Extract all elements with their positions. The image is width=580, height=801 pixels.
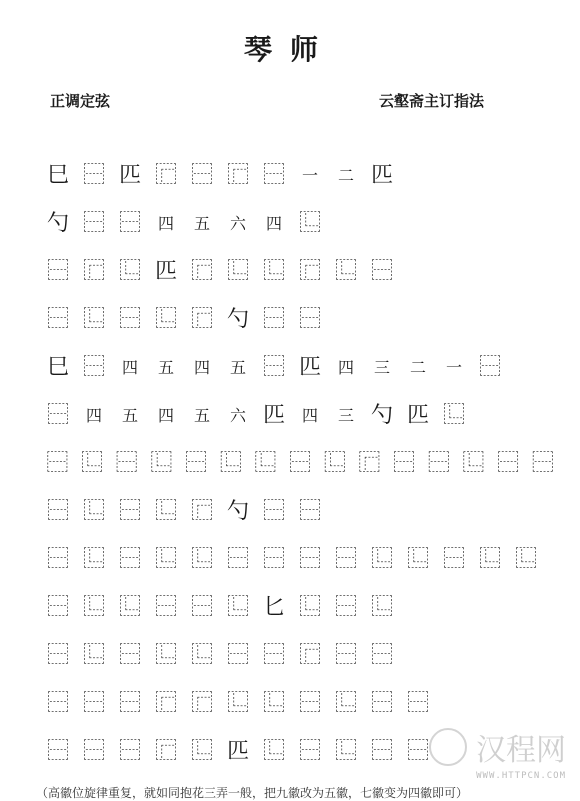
score-glyph: ⿱: [115, 451, 138, 476]
score-glyph: ⿺: [334, 691, 357, 716]
score-glyph: ⿱: [226, 643, 249, 668]
score-row: [40, 680, 560, 728]
score-glyph: 五: [157, 358, 174, 377]
score-glyph: ⿺: [370, 595, 393, 620]
score-glyph: ⿱: [334, 547, 357, 572]
score-glyph: 匹: [226, 739, 249, 764]
score-glyph: ⿱: [298, 739, 321, 764]
score-glyph: 二: [337, 166, 354, 185]
score-glyph: ⿱: [46, 547, 69, 572]
score-glyph: ⿱: [497, 451, 520, 476]
score-glyph: ⿺: [190, 739, 213, 764]
score-glyph: 勺: [226, 307, 249, 332]
score-glyph: ⿺: [82, 643, 105, 668]
score-glyph: ⿱: [118, 307, 141, 332]
score-glyph: 匹: [298, 355, 321, 380]
score-row: [40, 344, 560, 392]
score-glyph: ⿱: [226, 547, 249, 572]
score-glyph: 勺: [226, 499, 249, 524]
score-glyph: ⿱: [393, 451, 416, 476]
score-glyph: 四: [157, 406, 174, 425]
score-glyph: 四: [157, 214, 174, 233]
score-glyph: ⿱: [46, 307, 69, 332]
score-glyph: 四: [121, 358, 138, 377]
score-glyph: ⿱: [118, 643, 141, 668]
score-glyph: ⿱: [298, 691, 321, 716]
score-glyph: 五: [121, 406, 138, 425]
score-glyph: 一: [301, 166, 318, 185]
score-glyph: ⿱: [478, 355, 501, 380]
score-glyph: 匹: [118, 163, 141, 188]
page-title: 琴师: [243, 33, 336, 66]
score-glyph: ⿱: [82, 739, 105, 764]
score-glyph: ⿺: [334, 259, 357, 284]
score-glyph: ⿱: [370, 643, 393, 668]
score-glyph: 三: [373, 358, 390, 377]
score-glyph: ⿺: [82, 595, 105, 620]
watermark-url: WWW.HTTPCN.COM: [476, 771, 566, 781]
score-glyph: ⿱: [406, 691, 429, 716]
score-glyph: 匹: [262, 403, 285, 428]
score-glyph: ⿱: [298, 499, 321, 524]
score-glyph: ⿱: [370, 259, 393, 284]
score-glyph: ⿺: [262, 259, 285, 284]
score-glyph: 四: [265, 214, 282, 233]
score-glyph: 二: [409, 358, 426, 377]
score-glyph: ⿸: [154, 691, 177, 716]
jianzipu-score: [40, 152, 560, 776]
score-glyph: 勺: [46, 211, 69, 236]
score-glyph: 三: [337, 406, 354, 425]
score-row: [40, 440, 560, 488]
score-glyph: ⿱: [118, 739, 141, 764]
score-glyph: ⿱: [46, 403, 69, 428]
score-glyph: 五: [193, 406, 210, 425]
score-glyph: ⿺: [478, 547, 501, 572]
score-glyph: ⿺: [190, 547, 213, 572]
score-glyph: ⿱: [82, 691, 105, 716]
score-glyph: ⿺: [462, 451, 485, 476]
score-glyph: ⿺: [442, 403, 465, 428]
score-row: [40, 248, 560, 296]
score-glyph: ⿱: [118, 211, 141, 236]
score-glyph: 四: [337, 358, 354, 377]
score-glyph: 匕: [262, 595, 285, 620]
score-row: [40, 152, 560, 200]
score-glyph: 六: [229, 214, 246, 233]
score-glyph: ⿱: [370, 739, 393, 764]
score-glyph: ⿺: [323, 451, 346, 476]
score-glyph: ⿺: [514, 547, 537, 572]
score-glyph: ⺒: [46, 163, 69, 188]
score-glyph: ⿱: [190, 595, 213, 620]
score-glyph: ⿱: [46, 259, 69, 284]
score-row: [40, 536, 560, 584]
score-glyph: ⿸: [154, 163, 177, 188]
watermark-name: 汉程网: [476, 733, 566, 768]
score-glyph: ⿺: [219, 451, 242, 476]
score-glyph: ⿺: [262, 739, 285, 764]
score-glyph: ⿺: [154, 547, 177, 572]
score-glyph: 六: [229, 406, 246, 425]
score-glyph: ⿺: [154, 307, 177, 332]
score-glyph: ⿱: [442, 547, 465, 572]
score-glyph: ⿱: [46, 643, 69, 668]
score-glyph: ⿱: [298, 547, 321, 572]
score-glyph: ⿱: [262, 355, 285, 380]
score-glyph: ⿺: [154, 643, 177, 668]
score-glyph: ⿱: [82, 355, 105, 380]
score-glyph: ⿱: [298, 307, 321, 332]
score-glyph: ⿱: [289, 451, 312, 476]
watermark-logo-icon: [429, 728, 467, 766]
score-glyph: ⿱: [531, 451, 554, 476]
score-glyph: ⿱: [46, 595, 69, 620]
score-glyph: ⿱: [185, 451, 208, 476]
score-glyph: ⿺: [334, 739, 357, 764]
score-glyph: 匹: [406, 403, 429, 428]
score-glyph: 四: [301, 406, 318, 425]
author-credit: 云壑斋主订指法: [378, 92, 484, 110]
score-glyph: ⿱: [46, 739, 69, 764]
score-glyph: ⿺: [82, 499, 105, 524]
score-glyph: ⿸: [226, 163, 249, 188]
score-glyph: ⿸: [190, 499, 213, 524]
score-glyph: ⿺: [226, 595, 249, 620]
score-glyph: ⿺: [150, 451, 173, 476]
score-glyph: ⿱: [262, 643, 285, 668]
score-glyph: ⿱: [262, 547, 285, 572]
score-glyph: ⿱: [427, 451, 450, 476]
score-glyph: ⿱: [46, 691, 69, 716]
score-glyph: ⿺: [262, 691, 285, 716]
score-glyph: ⿱: [154, 595, 177, 620]
score-glyph: ⿱: [118, 499, 141, 524]
score-glyph: ⿺: [298, 595, 321, 620]
score-glyph: ⿱: [46, 499, 69, 524]
score-row: [40, 296, 560, 344]
score-glyph: ⿸: [82, 259, 105, 284]
score-row: [40, 392, 560, 440]
score-glyph: ⿱: [82, 211, 105, 236]
score-glyph: ⿸: [358, 451, 381, 476]
score-glyph: 四: [193, 358, 210, 377]
score-glyph: ⿱: [46, 451, 69, 476]
score-glyph: ⿺: [82, 307, 105, 332]
watermark: [429, 725, 566, 781]
score-glyph: 五: [229, 358, 246, 377]
score-glyph: 五: [193, 214, 210, 233]
score-glyph: ⿸: [298, 643, 321, 668]
score-glyph: ⿱: [262, 307, 285, 332]
tuning-label: 正调定弦: [50, 92, 111, 110]
score-glyph: ⿺: [118, 595, 141, 620]
score-glyph: ⿱: [334, 595, 357, 620]
score-glyph: ⿸: [190, 307, 213, 332]
bottom-note: （高徽位旋律重复，就如同抱花三弄一般，把九徽改为五徽，七徽变为四徽即可）: [36, 786, 469, 800]
score-glyph: ⿺: [154, 499, 177, 524]
score-glyph: ⿺: [226, 259, 249, 284]
score-row: [40, 488, 560, 536]
score-glyph: 勺: [370, 403, 393, 428]
score-glyph: ⿸: [190, 259, 213, 284]
score-row: [40, 584, 560, 632]
score-row: [40, 200, 560, 248]
score-glyph: ⿱: [82, 163, 105, 188]
score-glyph: ⿱: [370, 691, 393, 716]
score-glyph: ⿺: [81, 451, 104, 476]
score-glyph: ⿺: [298, 211, 321, 236]
score-glyph: ⿸: [154, 739, 177, 764]
score-glyph: ⿱: [118, 691, 141, 716]
score-glyph: ⿱: [262, 163, 285, 188]
score-glyph: ⿺: [118, 259, 141, 284]
score-glyph: ⿸: [298, 259, 321, 284]
score-glyph: 一: [445, 358, 462, 377]
score-row: [40, 632, 560, 680]
score-glyph: 匹: [370, 163, 393, 188]
score-glyph: ⿱: [118, 547, 141, 572]
score-glyph: ⿱: [406, 739, 429, 764]
score-glyph: ⿺: [82, 547, 105, 572]
score-glyph: ⿱: [334, 643, 357, 668]
score-glyph: ⿱: [262, 499, 285, 524]
score-glyph: ⿺: [406, 547, 429, 572]
score-glyph: ⿺: [254, 451, 277, 476]
score-glyph: ⿺: [226, 691, 249, 716]
score-glyph: 匹: [154, 259, 177, 284]
score-glyph: ⿺: [370, 547, 393, 572]
score-glyph: 四: [85, 406, 102, 425]
score-glyph: ⺒: [46, 355, 69, 380]
score-glyph: ⿱: [190, 163, 213, 188]
score-glyph: ⿸: [190, 691, 213, 716]
score-glyph: ⿺: [190, 643, 213, 668]
